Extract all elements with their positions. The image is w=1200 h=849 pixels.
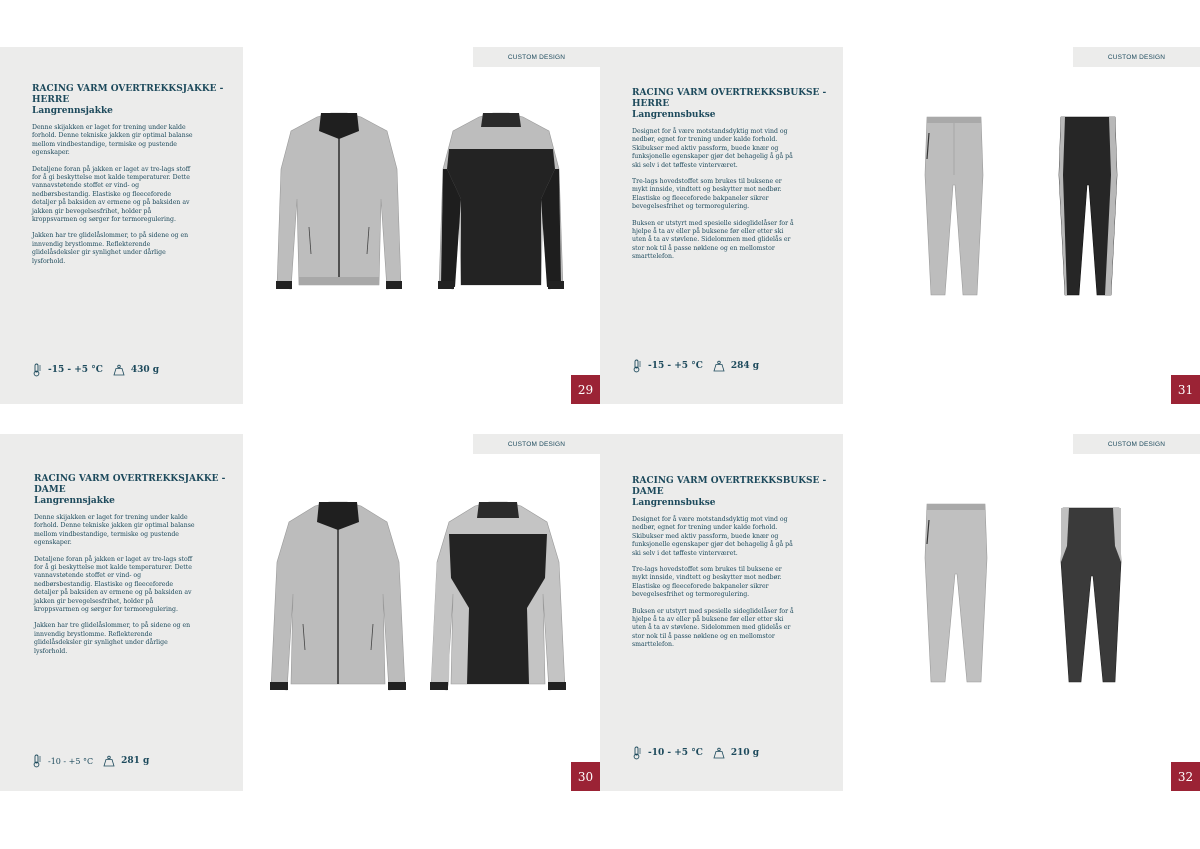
temperature-spec: [632, 746, 703, 760]
custom-design-tab: CUSTOM DESIGN: [473, 47, 600, 67]
temperature-value: -10 - +5 °C: [48, 756, 94, 766]
spread-top: [0, 47, 1200, 404]
description-paragraph: Buksen er utstyrt med spesielle sideglidelåser for å hjelpe å ta av eller på buksene før eller etter ski uten å ta av støvlene. Sidelommen med glidelås er stor nok til å passe nøklene og en mellomstor smarttelefon.: [632, 607, 794, 649]
text-panel: [600, 434, 843, 791]
temperature-value: -15 - +5 °C: [48, 365, 103, 375]
description-paragraph: Denne skijakken er laget for trening under kalde forhold. Denne tekniske jakken gir optimal balanse mellom vindbestandige, termiske og pustende egenskaper.: [34, 514, 195, 547]
product-image-area: [843, 47, 1200, 404]
description-paragraph: Jakken har tre glidelåslommer, to på sidene og en innvendig brystlomme. Reflekterende glidelåsdeksler gir synlighet under dårlige lysforhold.: [34, 622, 191, 655]
product-subtitle: Langrennsjakke: [34, 496, 115, 506]
custom-design-tab: CUSTOM DESIGN: [473, 434, 600, 454]
product-name: RACING VARM OVERTREKKSJAKKE - DAME: [34, 474, 226, 495]
pants-back-women-image: [1057, 506, 1127, 686]
product-description: [632, 128, 797, 270]
jacket-back-women-image: [423, 498, 573, 694]
product-name: RACING VARM OVERTREKKSJAKKE - HERRE: [32, 84, 224, 105]
weight-spec: [103, 755, 149, 767]
weight-spec: [713, 747, 759, 759]
description-paragraph: Denne skijakken er laget for trening under kalde forhold. Denne tekniske jakken gir optimal balanse mellom vindbestandige, termiske og pustende egenskaper.: [32, 124, 193, 157]
pants-front-women-image: [921, 502, 991, 686]
catalog-page-31: [600, 47, 1200, 404]
pants-back-men-image: [1053, 115, 1123, 299]
product-specs: [32, 363, 169, 377]
weight-value: 281 g: [121, 756, 150, 766]
text-panel: [0, 47, 243, 404]
weight-value: 210 g: [730, 748, 760, 758]
weight-spec: [113, 364, 159, 376]
custom-design-tab: CUSTOM DESIGN: [1073, 434, 1200, 454]
weight-value: 430 g: [130, 365, 160, 375]
weight-icon: [713, 747, 725, 759]
product-specs: [632, 359, 769, 373]
product-specs: [32, 754, 159, 768]
thermometer-icon: [632, 359, 642, 373]
description-paragraph: Tre-lags hovedstoffet som brukes til buksene er mykt innside, vindtett og beskytter mot nedbør. Elastiske og fleeceforede bakpaneler sikrer bevegelsesfrihet og termoregulering.: [632, 178, 782, 211]
custom-design-tab: CUSTOM DESIGN: [1073, 47, 1200, 67]
jacket-back-men-image: [431, 109, 571, 295]
weight-value: 284 g: [730, 361, 760, 371]
page-number: 32: [1171, 762, 1200, 791]
product-title: [632, 476, 832, 509]
temperature-value: -10 - +5 °C: [648, 748, 703, 758]
product-subtitle: Langrennsbukse: [632, 110, 716, 120]
thermometer-icon: [32, 363, 42, 377]
product-description: [632, 516, 797, 658]
product-image-area: [243, 434, 600, 791]
product-title: [632, 88, 832, 121]
page-number: 31: [1171, 375, 1200, 404]
temperature-spec: [32, 754, 93, 768]
product-title: [32, 84, 232, 117]
jacket-front-men-image: [269, 109, 409, 295]
product-subtitle: Langrennsbukse: [632, 498, 716, 508]
product-name: RACING VARM OVERTREKKSBUKSE - HERRE: [632, 88, 827, 109]
description-paragraph: Jakken har tre glidelåslommer, to på sidene og en innvendig brystlomme. Reflekterende glidelåsdeksler gir synlighet under dårlige lysforhold.: [32, 232, 189, 265]
page-number: 29: [571, 375, 600, 404]
temperature-spec: [632, 359, 703, 373]
description-paragraph: Designet for å være motstandsdyktig mot vind og nedbør, egnet for trening under kalde forhold. Skibukser med aktiv passform, buede knær og funksjonelle egenskaper gjør det behagelig å gå på ski selv i det tøffeste vinterværet.: [632, 516, 793, 557]
weight-icon: [103, 755, 115, 767]
temperature-value: -15 - +5 °C: [648, 361, 703, 371]
spread-bottom: [0, 434, 1200, 791]
catalog-page-32: [600, 434, 1200, 791]
description-paragraph: Buksen er utstyrt med spesielle sideglidelåser for å hjelpe å ta av eller på buksene før eller etter ski uten å ta av støvlene. Sidelommen med glidelås er stor nok til å passe nøklene og en mellomstor smarttelefon.: [632, 219, 794, 261]
text-panel: [0, 434, 243, 791]
product-name: RACING VARM OVERTREKKSBUKSE - DAME: [632, 476, 827, 497]
weight-icon: [113, 364, 125, 376]
description-paragraph: Tre-lags hovedstoffet som brukes til buksene er mykt innside, vindtett og beskytter mot nedbør. Elastiske og fleeceforede bakpaneler sikrer bevegelsesfrihet og termoregulering.: [632, 566, 782, 599]
product-description: [34, 514, 199, 664]
page-number: 30: [571, 762, 600, 791]
text-panel: [600, 47, 843, 404]
product-image-area: [843, 434, 1200, 791]
product-specs: [632, 746, 769, 760]
product-title: [34, 474, 234, 507]
weight-spec: [713, 360, 759, 372]
catalog-page-30: [0, 434, 600, 791]
catalog-page-29: [0, 47, 600, 404]
description-paragraph: Detaljene foran på jakken er laget av tre-lags stoff for å gi beskyttelse mot kalde temperaturer. Dette vannavstøtende stoffet er vind- og nedbørsbestandig. Elastiske og fleeceforede detaljer på baksiden av ermene og på baksiden av jakken gir bevegelsesfrihet, holder på kroppsvarmen og sørger for termoregulering.: [32, 165, 191, 224]
weight-icon: [713, 360, 725, 372]
product-image-area: [243, 47, 600, 404]
product-description: [32, 124, 197, 274]
temperature-spec: [32, 363, 103, 377]
product-subtitle: Langrennsjakke: [32, 106, 113, 116]
thermometer-icon: [32, 754, 42, 768]
description-paragraph: Detaljene foran på jakken er laget av tre-lags stoff for å gi beskyttelse mot kalde temperaturer. Dette vannavstøtende stoffet er vind- og nedbørsbestandig. Elastiske og fleeceforede detaljer på baksiden av ermene og på baksiden av jakken gir bevegelsesfrihet, holder på kroppsvarmen og sørger for termoregulering.: [34, 555, 193, 614]
pants-front-men-image: [919, 115, 989, 299]
jacket-front-women-image: [263, 498, 413, 694]
thermometer-icon: [632, 746, 642, 760]
description-paragraph: Designet for å være motstandsdyktig mot vind og nedbør, egnet for trening under kalde forhold. Skibukser med aktiv passform, buede knær og funksjonelle egenskaper gjør det behagelig å gå på ski selv i det tøffeste vinterværet.: [632, 128, 793, 169]
